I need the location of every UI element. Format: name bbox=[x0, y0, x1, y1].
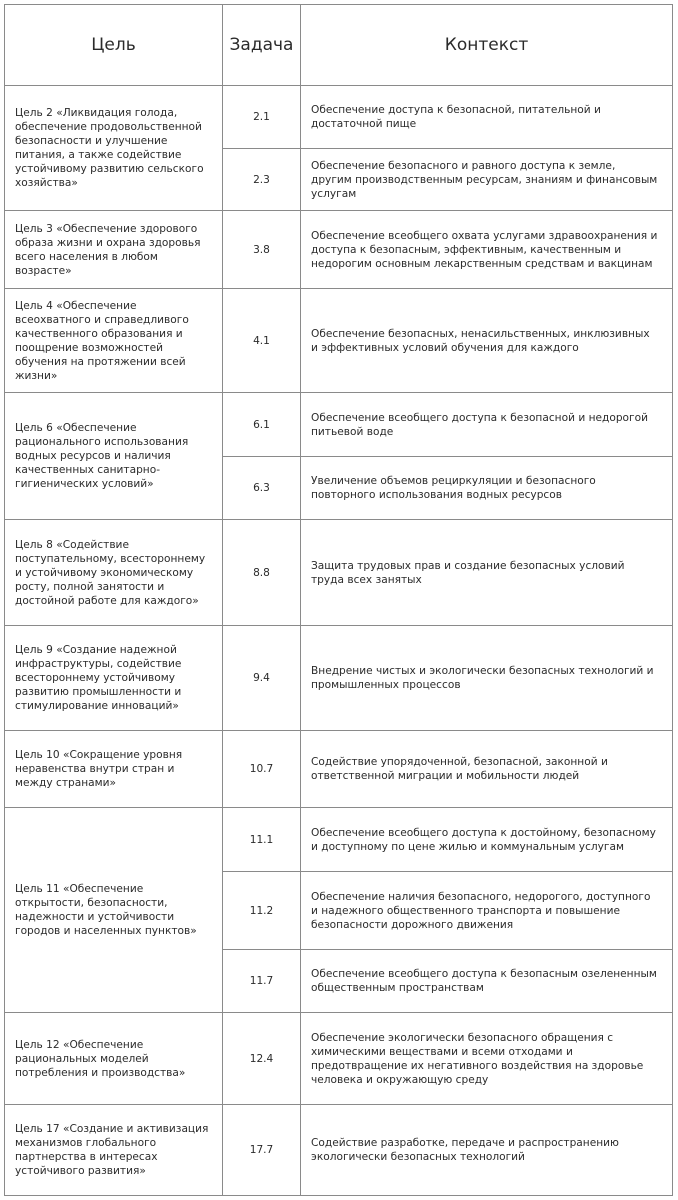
context-cell: Содействие упорядоченной, безопасной, законной и ответственной миграции и мобильности людей bbox=[301, 731, 673, 808]
goal-cell: Цель 10 «Сокращение уровня неравенства внутри стран и между странами» bbox=[5, 731, 223, 808]
goal-cell: Цель 4 «Обеспечение всеохватного и справедливого качественного образования и поощрение возможностей обучения на протяжении всей жизни» bbox=[5, 289, 223, 393]
context-cell: Обеспечение всеобщего доступа к безопасным озелененным общественным пространствам bbox=[301, 950, 673, 1013]
context-cell: Увеличение объемов рециркуляции и безопасного повторного использования водных ресурсов bbox=[301, 457, 673, 520]
table-row bbox=[5, 626, 673, 731]
table-row bbox=[5, 86, 673, 149]
goal-cell: Цель 9 «Создание надежной инфраструктуры, содействие всестороннему устойчивому развитию промышленности и стимулирование инноваций» bbox=[5, 626, 223, 731]
context-cell: Обеспечение экологически безопасного обращения с химическими веществами и всеми отходами и предотвращение их негативного воздействия на здоровье человека и окружающую среду bbox=[301, 1013, 673, 1105]
goal-cell: Цель 11 «Обеспечение открытости, безопасности, надежности и устойчивости городов и населенных пунктов» bbox=[5, 808, 223, 1013]
target-cell: 3.8 bbox=[223, 211, 301, 289]
sdg-table bbox=[4, 4, 673, 1196]
table-row bbox=[5, 393, 673, 457]
goal-cell: Цель 3 «Обеспечение здорового образа жизни и охрана здоровья всего населения в любом возрасте» bbox=[5, 211, 223, 289]
header-row bbox=[5, 5, 673, 86]
target-cell: 12.4 bbox=[223, 1013, 301, 1105]
header-target: Задача bbox=[223, 5, 301, 86]
context-cell: Обеспечение всеобщего доступа к безопасной и недорогой питьевой воде bbox=[301, 393, 673, 457]
table-row bbox=[5, 1105, 673, 1196]
target-cell: 4.1 bbox=[223, 289, 301, 393]
table-row bbox=[5, 1013, 673, 1105]
target-cell: 10.7 bbox=[223, 731, 301, 808]
target-cell: 2.1 bbox=[223, 86, 301, 149]
table-row bbox=[5, 731, 673, 808]
context-cell: Содействие разработке, передаче и распространению экологически безопасных технологий bbox=[301, 1105, 673, 1196]
context-cell: Обеспечение безопасных, ненасильственных, инклюзивных и эффективных условий обучения для каждого bbox=[301, 289, 673, 393]
table-row bbox=[5, 211, 673, 289]
goal-cell: Цель 8 «Содействие поступательному, всестороннему и устойчивому экономическому росту, полной занятости и достойной работе для каждого» bbox=[5, 520, 223, 626]
goal-cell: Цель 12 «Обеспечение рациональных моделей потребления и производства» bbox=[5, 1013, 223, 1105]
table-row bbox=[5, 808, 673, 872]
goal-cell: Цель 2 «Ликвидация голода, обеспечение продовольственной безопасности и улучшение питания, а также содействие устойчивому развитию сельского хозяйства» bbox=[5, 86, 223, 211]
header-goal: Цель bbox=[5, 5, 223, 86]
context-cell: Обеспечение всеобщего охвата услугами здравоохранения и доступа к безопасным, эффективным, качественным и недорогим основным лекарственным средствам и вакцинам bbox=[301, 211, 673, 289]
context-cell: Внедрение чистых и экологически безопасных технологий и промышленных процессов bbox=[301, 626, 673, 731]
target-cell: 11.2 bbox=[223, 872, 301, 950]
target-cell: 6.3 bbox=[223, 457, 301, 520]
header-context: Контекст bbox=[301, 5, 673, 86]
target-cell: 2.3 bbox=[223, 149, 301, 211]
table-row bbox=[5, 289, 673, 393]
target-cell: 11.1 bbox=[223, 808, 301, 872]
context-cell: Обеспечение наличия безопасного, недорогого, доступного и надежного общественного транспорта и повышение безопасности дорожного движения bbox=[301, 872, 673, 950]
target-cell: 8.8 bbox=[223, 520, 301, 626]
goal-cell: Цель 17 «Создание и активизация механизмов глобального партнерства в интересах устойчивого развития» bbox=[5, 1105, 223, 1196]
goal-cell: Цель 6 «Обеспечение рационального использования водных ресурсов и наличия качественных санитарно-гигиенических условий» bbox=[5, 393, 223, 520]
context-cell: Обеспечение всеобщего доступа к достойному, безопасному и доступному по цене жилью и коммунальным услугам bbox=[301, 808, 673, 872]
target-cell: 11.7 bbox=[223, 950, 301, 1013]
table-row bbox=[5, 520, 673, 626]
target-cell: 9.4 bbox=[223, 626, 301, 731]
target-cell: 17.7 bbox=[223, 1105, 301, 1196]
target-cell: 6.1 bbox=[223, 393, 301, 457]
context-cell: Защита трудовых прав и создание безопасных условий труда всех занятых bbox=[301, 520, 673, 626]
context-cell: Обеспечение безопасного и равного доступа к земле, другим производственным ресурсам, знаниям и финансовым услугам bbox=[301, 149, 673, 211]
context-cell: Обеспечение доступа к безопасной, питательной и достаточной пище bbox=[301, 86, 673, 149]
